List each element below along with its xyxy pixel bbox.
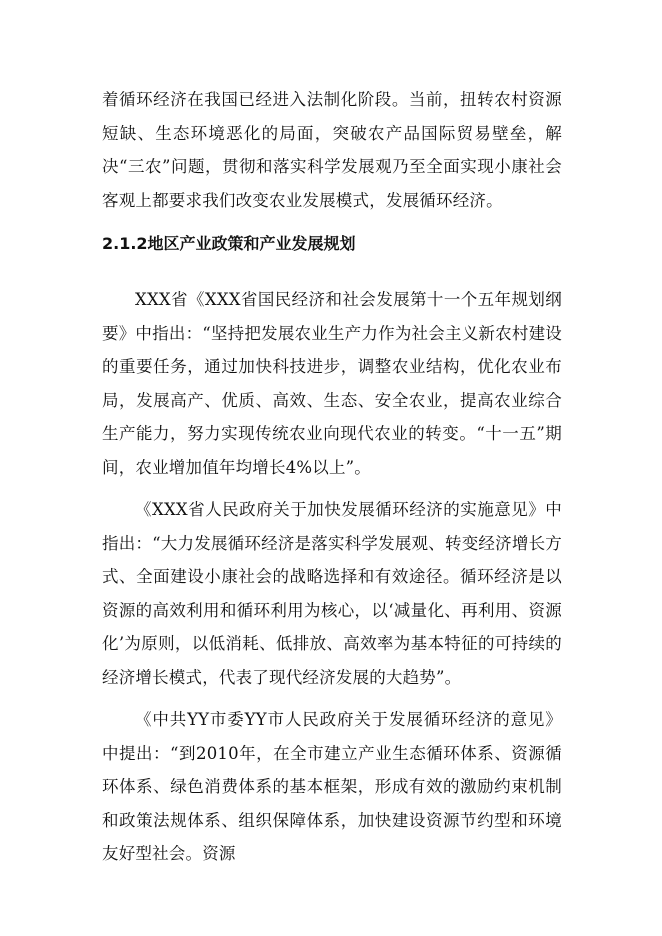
paragraph-continuation: 着循环经济在我国已经进入法制化阶段。当前，扭转农村资源短缺、生态环境恶化的局面，突破农产品国际贸易壁垒，解决“三农”问题，贯彻和落实科学发展观乃至全面实现小康社会客观上都要求我们改变农业发展模式，发展循环经济。 [102,90,562,210]
section-heading: 2.1.2地区产业政策和产业发展规划 [102,234,356,253]
paragraph-city-opinion: 《中共YY市委YY市人民政府关于发展循环经济的意见》中提出：“到2010年，在全市建立产业生态循环体系、资源循环体系、绿色消费体系的基本框架，形成有效的激励约束机制和政策法规体系、组织保障体系，加快建设资源节约型和环境友好型社会。资源 [102,710,562,864]
paragraph-province-plan: XXX省《XXX省国民经济和社会发展第十一个五年规划纲要》中指出：“坚持把发展农业生产力作为社会主义新农村建设的重要任务，通过加快科技进步，调整农业结构，优化农业布局，发展高产、优质、高效、生态、安全农业，提高农业综合生产能力，努力实现传统农业向现代农业的转变。“十一五”期间，农业增加值年均增长4%以上”。 [102,290,562,477]
paragraph-province-opinion: 《XXX省人民政府关于加快发展循环经济的实施意见》中指出：“大力发展循环经济是落实科学发展观、转变经济增长方式、全面建设小康社会的战略选择和有效途径。循环经济是以资源的高效利用和循环利用为核心，以‘减量化、再利用、资源化’为原则，以低消耗、低排放、高效率为基本特征的可持续的经济增长模式，代表了现代经济发展的大趋势”。 [102,500,562,687]
